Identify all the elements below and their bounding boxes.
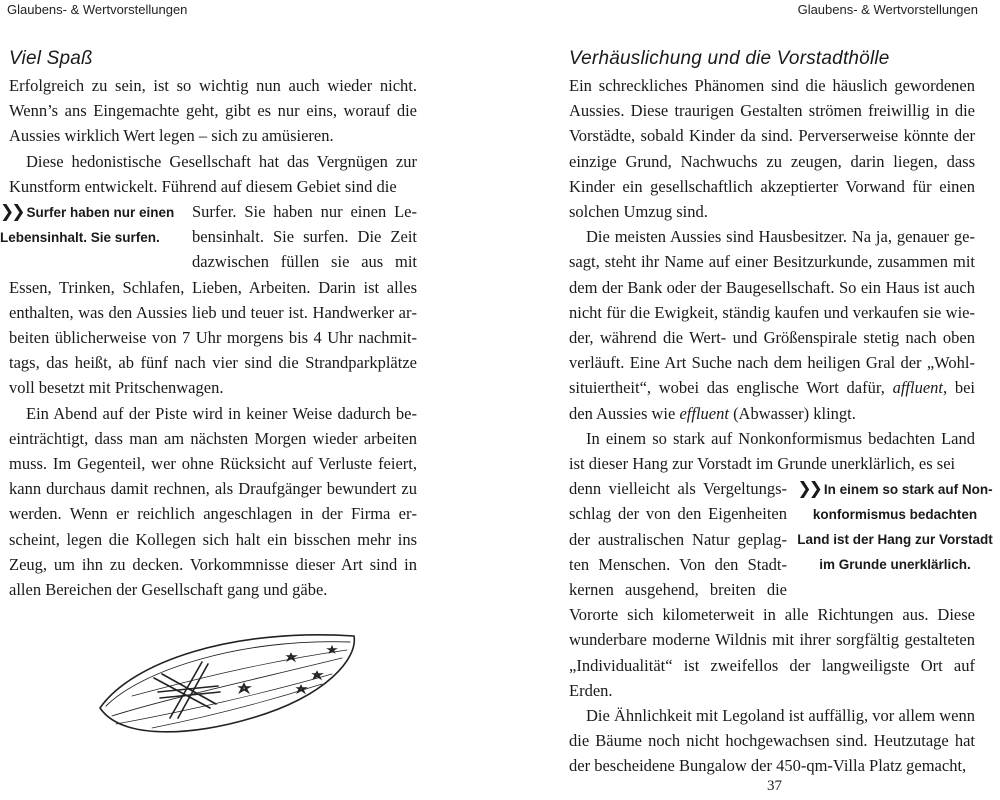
paragraph: Die meisten Aussies sind Hausbesitzer. Na ja, genauer gesagt, steht ihr Name auf einer Besitzurkunde, zusammen mit dem der Bank oder der Baugesellschaft. So ein Haus ist auch nicht für die Ewigkeit, ständig kaufen und verkaufen sie wieder, während die Wert- und Größenspirale stetig nach oben verläuft. Eine Art Suche nach dem heiligen Gral der „Wohlsituiertheit“, wobei das englische Wort dafür, affluent, bei den Aussies wie effluent (Abwasser) klingt. [569,227,975,423]
section-title-vorstadthoelle: Verhäuslichung und die Vorstadthölle [569,48,890,69]
emphasis-affluent: affluent [892,378,943,398]
right-column [569,46,993,779]
pull-quote [0,199,186,250]
pull-quote [797,476,993,577]
section-title-viel-spass: Viel Spaß [9,48,93,69]
paragraph: Die Ähnlichkeit mit Legoland ist auffällig, vor allem wenn die Bäume noch nicht hochgewachsen sind. Heutzutage hat der bescheidene Bungalow der 450-qm-Villa Platz gemacht, [569,706,975,776]
pull-quote-text: In einem so stark auf Nonkonformismus bedachten Land ist der Hang zur Vorstadt im Grunde unerklärlich. [797,482,993,573]
paragraph: Surfer. Sie haben nur einen Lebensinhalt. Sie surfen. Die Zeit dazwischen füllen sie aus mit Essen, Trinken, Schlafen, Lieben, Arbeiten. Darin ist alles enthalten, was den Aussies lieb und teuer ist. Handwerker arbeiten üblicherweise von 7 Uhr morgens bis 4 Uhr nachmittags, das heißt, ab fünf nach vier sind die Strandparkplätze voll besetzt mit Pritschenwagen. [9,202,417,398]
paragraph: Ein Abend auf der Piste wird in keiner Weise dadurch beeinträchtigt, dass man am nächsten Morgen wieder arbeiten muss. Im Gegenteil, wer ohne Rücksicht auf Verluste feiert, kann durchaus damit rechnen, als Draufgänger bewundert zu werden. Wenn er reichlich angeschlagen in der Firma erscheint, legen die Kollegen sich halt ein bisschen mehr ins Zeug, um ihn zu decken. Vorkommnisse dieser Art sind in allen Bereichen der Gesellschaft gang und gäbe. [9,403,417,600]
running-header-left: Glaubens- & Wertvorstellungen [7,2,188,17]
double-chevron-icon: ❯❯ [797,479,820,499]
paragraph: denn vielleicht als Vergeltungsschlag der von den Eigenheiten der australischen Natur geplagten Menschen. Von den Stadtkernen ausgehend, breiten die Vororte sich kilometerweit in alle Richtungen aus. Diese wunderbare moderne Wildnis mit ihrer sorgfältig gestalteten „Individualität“ ist zweifellos der langweiligste Ort auf Erden. [569,479,975,700]
pull-quote-text: Surfer haben nur einen Lebensinhalt. Sie surfen. [0,205,175,246]
emphasis-effluent: effluent [679,403,729,423]
paragraph: Erfolgreich zu sein, ist so wichtig nun auch wieder nicht. Wenn’s ans Eingemachte geht, gibt es nur eins, worauf die Aussies wirklich Wert legen – sich zu amüsieren. [9,76,417,146]
paragraph: Diese hedonistische Gesellschaft hat das Vergnügen zur Kunstform entwickelt. Führend auf diesem Gebiet sind die [9,151,417,196]
page-number: 37 [767,778,782,794]
running-header-right: Glaubens- & Wertvorstellungen [797,2,978,17]
surfboard-flag-illustration [92,600,362,750]
left-column [0,46,417,602]
double-chevron-icon: ❯❯ [0,202,23,222]
paragraph: Ein schreckliches Phänomen sind die häuslich gewordenen Aussies. Diese traurigen Gestalten strömen freiwillig in die Vorstädte, sobald Kinder da sind. Perverserweise könnte der einzige Grund, Nachwuchs zu zeugen, darin liegen, dass Kinder ein gesellschaftlich akzeptierter Vorwand für einen solchen Umzug sind. [569,76,975,222]
paragraph: In einem so stark auf Nonkonformismus bedachten Land ist dieser Hang zur Vorstadt im Grunde unerklärlich, es sei [569,428,975,474]
